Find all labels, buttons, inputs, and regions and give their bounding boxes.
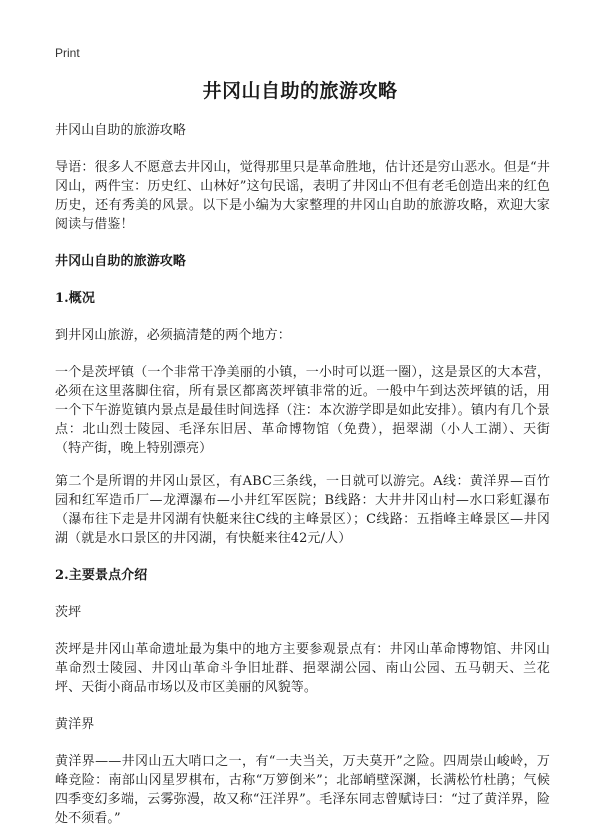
attraction-ciping-title: 茨坪 bbox=[55, 605, 82, 620]
attraction-ciping-paragraph: 茨坪是井冈山革命遗址最为集中的地方主要参观景点有：井冈山革命博物馆、井冈山革命烈士陵园、井冈山革命斗争旧址群、挹翠湖公园、南山公园、五马朝天、兰花坪、天街小商品市场以及市区美丽的风貌等。 bbox=[55, 642, 550, 695]
article-body bbox=[55, 121, 550, 828]
attraction-huangyangjie-paragraph: 黄洋界——井冈山五大哨口之一，有“一夫当关，万夫莫开”之险。四周崇山峻岭，万峰竞险：南部山冈星罗棋布，古称“万箩倒米”；北部峭壁深渊，长满松竹杜鹃；气候四季变幻多端，云雾弥漫，故又称“汪洋界”。毛泽东同志曾赋诗曰：“过了黄洋界，险处不须看。” bbox=[55, 754, 550, 826]
overview-heading: 1.概况 bbox=[55, 291, 95, 306]
print-link[interactable]: Print bbox=[55, 46, 80, 60]
attractions-heading: 2.主要景点介绍 bbox=[55, 568, 148, 583]
overview-paragraph-1: 到井冈山旅游，必须搞清楚的两个地方： bbox=[55, 328, 291, 343]
page-title: 井冈山自助的旅游攻略 bbox=[202, 80, 398, 102]
intro-paragraph: 导语：很多人不愿意去井冈山，觉得那里只是革命胜地，估计还是穷山恶水。但是“井冈山，两件宝：历史红、山林好”这句民谣，表明了井冈山不但有老毛创造出来的红色历史，还有秀美的风景。以下是小编为大家整理的井冈山自助的旅游攻略，欢迎大家阅读与借鉴！ bbox=[55, 160, 550, 232]
overview-paragraph-3: 第二个是所谓的井冈山景区，有ABC三条线，一日就可以游完。A线：黄洋界—百竹园和红军造币厂—龙潭瀑布—小井红军医院；B线路：大井井冈山村—水口彩虹瀑布（瀑布往下走是井冈湖有快艇来往C线的主峰景区）；C线路：五指峰主峰景区—井冈湖（就是水口景区的井冈湖，有快艇来往42元/人） bbox=[55, 474, 550, 546]
article-subtitle: 井冈山自助的旅游攻略 bbox=[55, 123, 187, 138]
section-heading: 井冈山自助的旅游攻略 bbox=[55, 254, 187, 269]
attraction-huangyangjie-title: 黄洋界 bbox=[55, 717, 95, 732]
overview-paragraph-2: 一个是茨坪镇（一个非常干净美丽的小镇，一小时可以逛一圈），这是景区的大本营，必须在这里落脚住宿，所有景区都离茨坪镇非常的近。一般中午到达茨坪镇的话，用一个下午游览镇内景点是最佳时间选择（注：本次游学即是如此安排）。镇内有几个景点：北山烈士陵园、毛泽东旧居、革命博物馆（免费），挹翠湖（小人工湖）、天街（特产街，晚上特别漂亮） bbox=[55, 365, 550, 456]
